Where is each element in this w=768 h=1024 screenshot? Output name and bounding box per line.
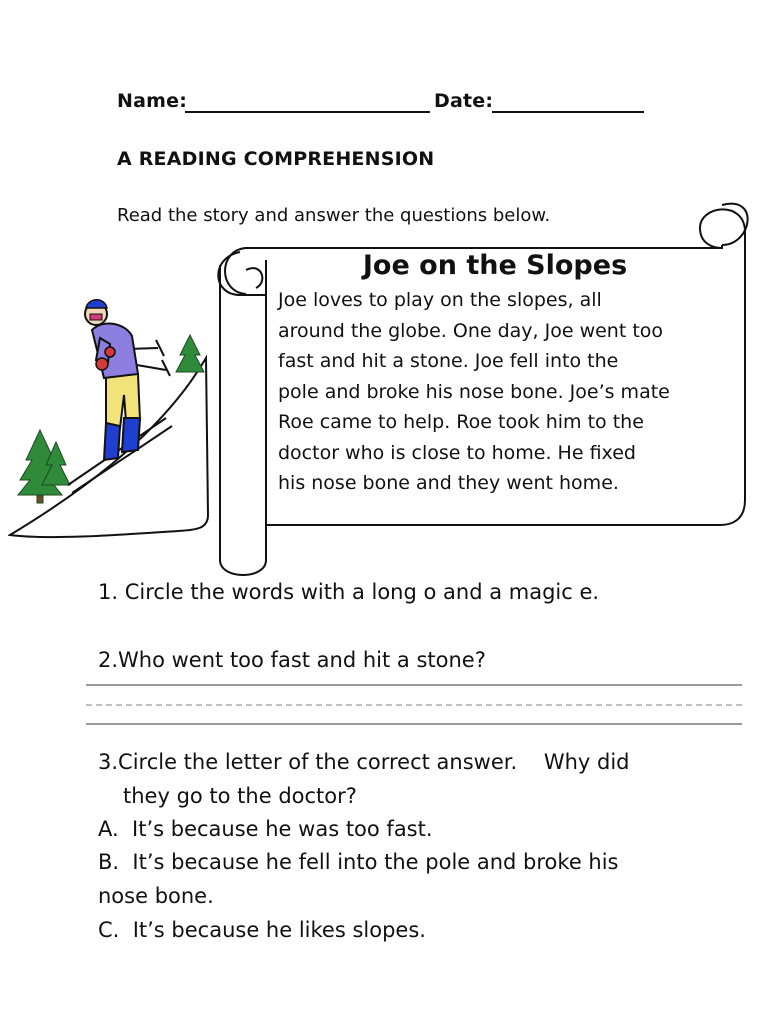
option-b-line-2: nose bone.: [98, 884, 214, 908]
option-b[interactable]: B. It’s because he fell into the pole and broke his: [98, 850, 619, 874]
question-1: 1. Circle the words with a long o and a magic e.: [98, 580, 600, 604]
story-line: pole and broke his nose bone. Joe’s mate: [278, 380, 670, 403]
answer-line-dashed: [86, 704, 742, 706]
question-3-line-2: they go to the doctor?: [123, 784, 357, 808]
answer-line-bottom: [86, 723, 742, 725]
name-label: Name:: [117, 90, 188, 112]
story-line: his nose bone and they went home.: [278, 472, 619, 494]
question-3: 3.Circle the letter of the correct answer. Why did: [98, 750, 630, 774]
skier-illustration: [8, 290, 213, 545]
answer-line-top[interactable]: [86, 684, 742, 686]
option-c[interactable]: C. It’s because he likes slopes.: [98, 918, 426, 942]
instructions: Read the story and answer the questions below.: [117, 205, 551, 226]
story-line: doctor who is close to home. He fixed: [278, 441, 636, 464]
story-title: Joe on the Slopes: [362, 250, 628, 281]
story-line: around the globe. One day, Joe went too: [278, 319, 664, 342]
story-line: Roe came to help. Roe took him to the: [278, 411, 644, 433]
date-label: Date:: [434, 90, 494, 112]
option-a[interactable]: A. It’s because he was too fast.: [98, 817, 433, 841]
story-line: Joe loves to play on the slopes, all: [278, 289, 602, 311]
story-line: fast and hit a stone. Joe fell into the: [278, 350, 619, 372]
story-text: [278, 285, 712, 499]
worksheet-title: A READING COMPREHENSION: [117, 148, 435, 170]
question-2: 2.Who went too fast and hit a stone?: [98, 648, 486, 672]
